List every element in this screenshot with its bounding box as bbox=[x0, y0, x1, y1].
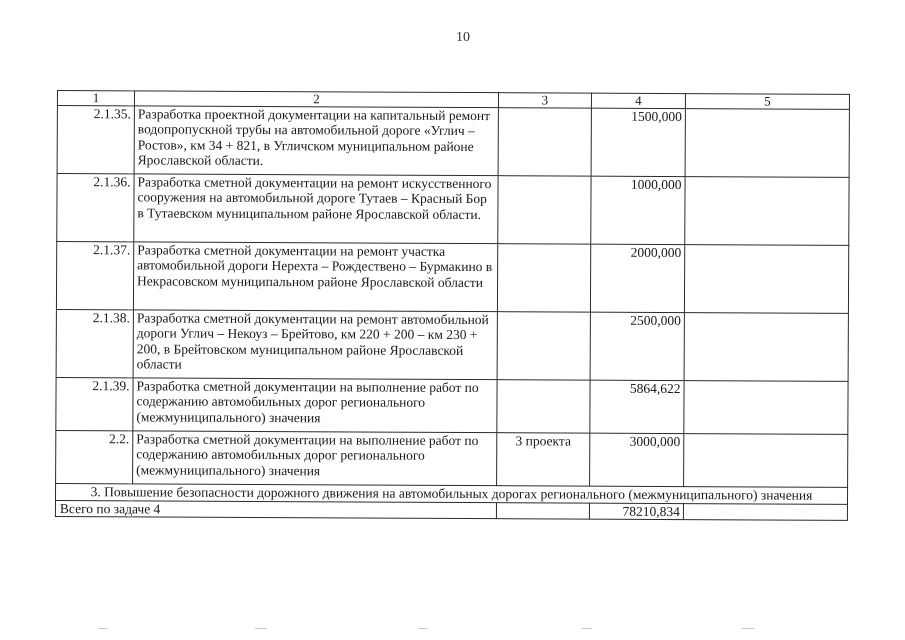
item-quantity bbox=[497, 244, 590, 312]
item-number: 2.2. bbox=[56, 430, 133, 483]
total-row bbox=[55, 500, 847, 520]
item-number: 2.1.36. bbox=[57, 174, 134, 242]
item-amount: 2500,000 bbox=[590, 312, 684, 380]
item-note bbox=[684, 381, 848, 435]
item-description: Разработка сметной документации на ремонт искусственного сооружения на автомобильной дороге Тутаев – Красный Бор в Тутаевском муниципальном районе Ярославской области. bbox=[134, 174, 498, 244]
page-number: 10 bbox=[456, 30, 470, 45]
section-heading: 3. Повышение безопасности дорожного движения на автомобильных дорогах регионального (межмуниципального) значения bbox=[55, 483, 847, 504]
item-amount: 1500,000 bbox=[591, 108, 685, 176]
column-number: 2 bbox=[134, 91, 498, 108]
item-number: 2.1.37. bbox=[56, 242, 133, 310]
total-note bbox=[683, 504, 847, 521]
item-note bbox=[685, 109, 849, 178]
total-amount: 78210,834 bbox=[589, 503, 683, 519]
item-quantity bbox=[498, 176, 591, 244]
item-number: 2.1.39. bbox=[56, 377, 133, 430]
item-description: Разработка проектной документации на капитальный ремонт водопропускной трубы на автомобильной дороге «Углич – Ростов», км 34 + 821, в Угличском муниципальном районе Ярославской области. bbox=[134, 106, 498, 176]
item-amount: 2000,000 bbox=[590, 244, 684, 312]
total-quantity bbox=[496, 503, 589, 519]
table-row bbox=[56, 430, 848, 487]
table-row bbox=[56, 309, 848, 381]
column-number: 3 bbox=[498, 93, 591, 108]
table-row bbox=[56, 242, 848, 314]
scan-artifact bbox=[0, 628, 905, 632]
item-number: 2.1.35. bbox=[57, 106, 134, 174]
item-amount: 3000,000 bbox=[590, 433, 684, 486]
item-description: Разработка сметной документации на выполнение работ по содержанию автомобильных дорог регионального (межмуниципального) значения bbox=[133, 378, 497, 433]
item-quantity bbox=[497, 312, 590, 380]
budget-table bbox=[55, 90, 850, 521]
item-description: Разработка сметной документации на ремонт автомобильной дороги Углич – Некоуз – Брейтово, км 220 + 200 – км 230 + 200, в Брейтовском муниципальном районе Ярославской области bbox=[133, 310, 497, 380]
total-label: Всего по задаче 4 bbox=[55, 500, 496, 518]
column-number: 4 bbox=[591, 93, 685, 108]
column-number: 5 bbox=[685, 94, 849, 110]
item-quantity bbox=[498, 108, 591, 176]
item-quantity bbox=[497, 380, 590, 433]
item-amount: 1000,000 bbox=[591, 176, 685, 244]
table-row bbox=[56, 377, 848, 434]
item-description: Разработка сметной документации на выполнение работ по содержанию автомобильных дорог регионального (межмуниципального) значения bbox=[133, 431, 497, 486]
item-amount: 5864,622 bbox=[590, 380, 684, 433]
item-description: Разработка сметной документации на ремонт участка автомобильной дороги Нерехта – Рождествено – Бурмакино в Некрасовском муниципальном районе Ярославской области bbox=[133, 242, 497, 312]
item-number: 2.1.38. bbox=[56, 309, 133, 377]
item-note bbox=[684, 245, 848, 314]
column-number: 1 bbox=[57, 91, 134, 106]
table-row bbox=[57, 174, 849, 246]
item-note bbox=[685, 177, 849, 246]
item-note bbox=[684, 434, 848, 488]
item-note bbox=[684, 313, 848, 382]
table-row bbox=[57, 106, 849, 178]
item-quantity: 3 проекта bbox=[497, 433, 590, 486]
